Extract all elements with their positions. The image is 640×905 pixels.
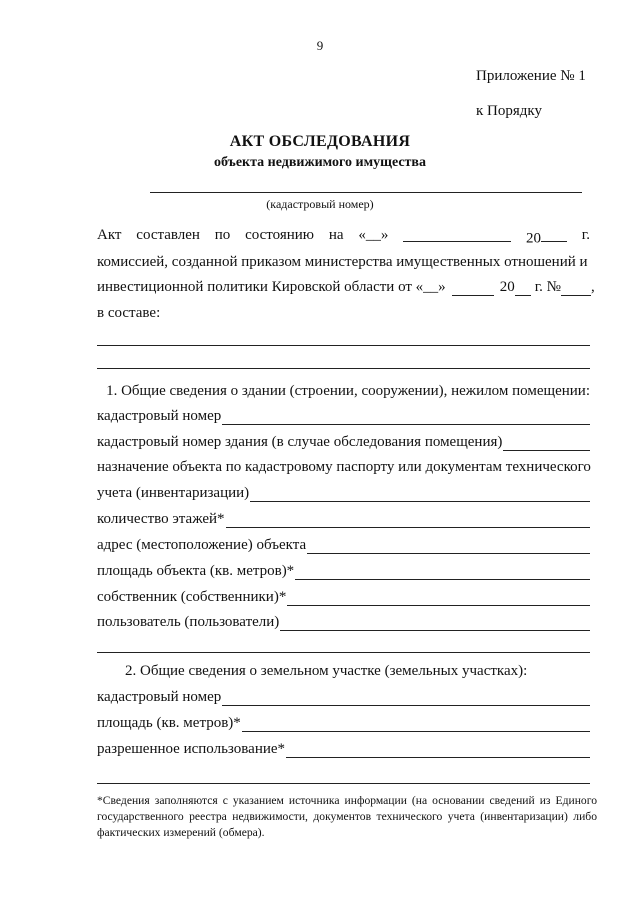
intro-word: на [328, 227, 344, 243]
intro-word: Акт [97, 227, 122, 243]
intro-line-2: комиссией, созданной приказом министерства имущественных отношений и [97, 254, 588, 270]
order-label: к Порядку [476, 103, 542, 119]
s1-cadastral-field[interactable] [222, 410, 590, 425]
order-year-field[interactable] [515, 281, 531, 296]
s2-permitted-use-row[interactable] [97, 741, 590, 758]
s2-permitted-use-label: разрешенное использование* [97, 741, 286, 757]
s1-address-field[interactable] [307, 539, 590, 554]
page-number: 9 [316, 38, 324, 53]
s1-building-cadastral-field[interactable] [503, 436, 590, 451]
section2-heading: 2. Общие сведения о земельном участке (земельных участках): [125, 663, 528, 679]
s1-owner-label: собственник (собственники)* [97, 589, 287, 605]
annex-label: Приложение № 1 [476, 68, 586, 84]
order-month-field[interactable] [452, 281, 494, 296]
s1-area-field[interactable] [295, 565, 590, 580]
order-comma: , [590, 279, 595, 295]
s2-cadastral-field[interactable] [222, 691, 590, 706]
year-blank[interactable] [541, 227, 567, 242]
intro-year-field[interactable] [526, 227, 567, 247]
s1-floors-label: количество этажей* [97, 511, 225, 527]
cadastral-number-hint: (кадастровый номер) [266, 197, 374, 211]
s1-user-field[interactable] [280, 616, 590, 631]
s1-address-row[interactable] [97, 537, 590, 554]
s1-cadastral-label: кадастровый номер [97, 408, 222, 424]
s1-user-row[interactable] [97, 614, 590, 631]
intro-word: состоянию [245, 227, 315, 243]
composition-line-1[interactable] [97, 345, 590, 346]
s1-building-cadastral-row[interactable] [97, 434, 590, 451]
intro-month-field[interactable] [403, 227, 511, 242]
intro-line-1 [97, 227, 590, 247]
year-prefix: 20 [525, 230, 541, 247]
intro-line-3-prefix: инвестиционной политики Кировской области от «__» [97, 279, 446, 295]
intro-line-3 [97, 279, 595, 296]
s1-accounting-row[interactable] [97, 485, 590, 502]
intro-word: по [214, 227, 231, 243]
s2-permitted-use-field[interactable] [286, 743, 590, 758]
intro-g: г. [581, 227, 590, 243]
order-year-prefix: 20 [499, 279, 515, 295]
footnote: *Сведения заполняются с указанием источника информации (на основании сведений из Единого государственного реестра недвижимости, документов технического учета (инвентаризации) либо фактических измерений (обмера). [97, 794, 597, 839]
section1-heading: 1. Общие сведения о здании (строении, сооружении), нежилом помещении: [106, 383, 590, 399]
s1-owner-row[interactable] [97, 589, 590, 606]
composition-label: в составе: [97, 305, 161, 321]
s1-accounting-label: учета (инвентаризации) [97, 485, 250, 501]
order-g: г. № [534, 279, 561, 295]
document-title: АКТ ОБСЛЕДОВАНИЯ [229, 133, 411, 150]
order-number-field[interactable] [561, 281, 591, 296]
intro-day-field[interactable]: «__» [358, 227, 389, 243]
s1-user-label: пользователь (пользователи) [97, 614, 280, 630]
cadastral-number-line[interactable] [150, 192, 582, 193]
s2-area-field[interactable] [242, 717, 590, 732]
document-subtitle: объекта недвижимого имущества [214, 155, 426, 170]
s1-cadastral-row[interactable] [97, 408, 590, 425]
s1-floors-field[interactable] [226, 513, 590, 528]
s2-area-label: площадь (кв. метров)* [97, 715, 241, 731]
composition-line-2[interactable] [97, 368, 590, 369]
s1-extra-line[interactable] [97, 652, 590, 653]
s2-area-row[interactable] [97, 715, 590, 732]
s1-purpose-label: назначение объекта по кадастровому паспорту или документам технического [97, 459, 591, 475]
s1-area-label: площадь объекта (кв. метров)* [97, 563, 295, 579]
s1-accounting-field[interactable] [250, 487, 590, 502]
s2-cadastral-row[interactable] [97, 689, 590, 706]
s1-owner-field[interactable] [287, 591, 590, 606]
s1-building-cadastral-label: кадастровый номер здания (в случае обследования помещения) [97, 434, 503, 450]
s1-area-row[interactable] [97, 563, 590, 580]
footnote-separator [97, 783, 590, 784]
intro-word: составлен [136, 227, 200, 243]
s2-cadastral-label: кадастровый номер [97, 689, 222, 705]
s1-floors-row[interactable] [97, 511, 590, 528]
s1-address-label: адрес (местоположение) объекта [97, 537, 307, 553]
